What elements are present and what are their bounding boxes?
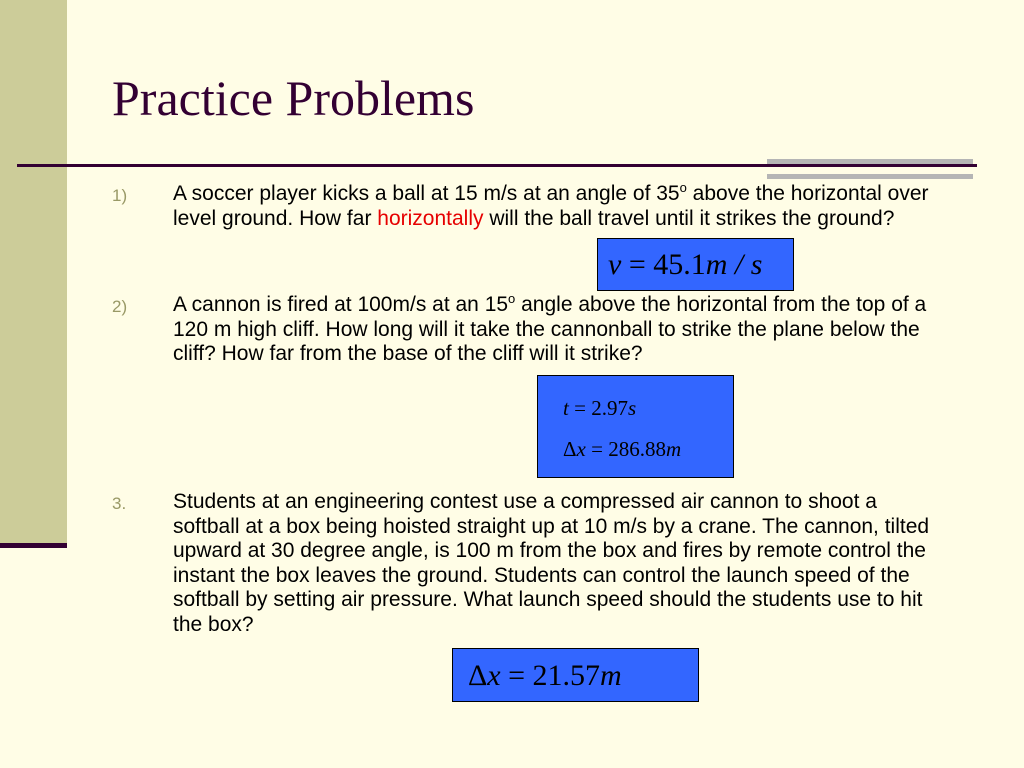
problem-1-text-a: A soccer player kicks a ball at 15 m/s at an angle of 35 — [173, 182, 680, 205]
problem-1-text-b: above the horizontal over level ground. How far — [173, 182, 929, 230]
answer-box-2 — [537, 375, 734, 478]
accent-bar-bottom — [767, 174, 973, 179]
left-sidebar — [0, 0, 67, 546]
slide-title: Practice Problems — [112, 70, 475, 126]
accent-bar-top — [767, 159, 973, 164]
problem-2-marker: 2) — [112, 297, 128, 316]
answer-2-time: t = 2.97s — [563, 396, 637, 420]
problem-3-text: Students at an engineering contest use a compressed air cannon to shoot a softball at a box being hoisted straight up at 10 m/s by a crane. The cannon, tilted upward at 30 degree angle, is 100 m from the box and fires by remote control the instant the box leaves the ground. Students can control the launch speed of the softball by setting air pressure. What launch speed should the students use to hit the box? — [173, 490, 930, 636]
answer-3-eq: Δx = 21.57m — [468, 659, 622, 692]
answer-2-distance: Δx = 286.88m — [563, 437, 682, 461]
answer-box-1 — [597, 238, 794, 291]
problem-1-marker: 1) — [112, 186, 128, 205]
problem-1-text — [173, 182, 943, 231]
degree-sup: o — [679, 180, 687, 195]
degree-sup: o — [508, 291, 516, 306]
problem-2-text — [173, 293, 943, 367]
problem-2-text-b: angle above the horizontal from the top of a 120 m high cliff. How long will it take the cannonball to strike the plane below the cliff? How far from the base of the cliff will it strike? — [173, 293, 927, 365]
problem-1-text-c: will the ball travel until it strikes the ground? — [483, 206, 895, 230]
highlight-horizontally: horizontally — [377, 206, 484, 230]
answer-box-3 — [452, 648, 699, 702]
problem-3-marker: 3. — [112, 494, 127, 513]
answer-1-eq: v = 45.1m / s — [608, 248, 763, 281]
sidebar-foot-rule — [0, 543, 67, 548]
problem-2-text-a: A cannon is fired at 100m/s at an 15 — [173, 293, 509, 316]
title-divider — [17, 164, 977, 167]
